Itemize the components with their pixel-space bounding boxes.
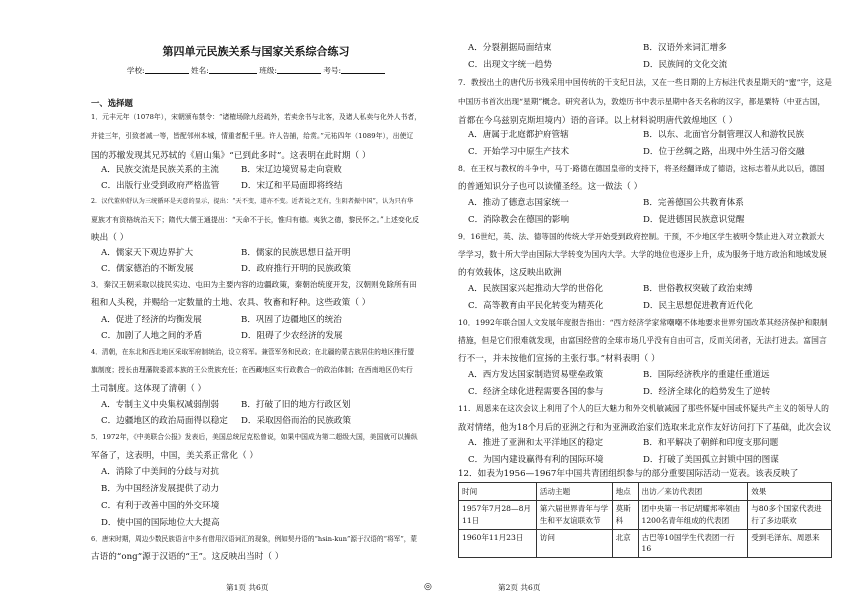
table-header-cell: 效果 <box>748 483 832 501</box>
q2-option-a[interactable]: A．儒家天下观边界扩大 <box>101 248 194 258</box>
question-text-line: 映出（ ） <box>91 233 129 243</box>
q3-option-d[interactable]: D．阻碍了少农经济的发展 <box>241 331 343 341</box>
table-cell: 北京 <box>612 529 638 558</box>
question-text-line: 2．汉代董仲舒认为三统循环是天意的显示，提出：“天不变，道亦不变。近者说之无有，生阴者振中国”，认为只有华 <box>91 198 414 205</box>
table-header-row <box>459 483 832 501</box>
question-text-line: 1．元丰元年（1078年），宋朝颁布禁令：“诸榷场除九经疏外，若卖余书与北客，及诸人私卖与化外人书者， <box>91 113 422 121</box>
table-cell: 古巴等10国学生代表团一行16 <box>638 529 748 558</box>
table-header-cell: 时间 <box>459 483 537 501</box>
q11-option-a[interactable]: A．推进了亚洲和太平洋地区的稳定 <box>468 438 604 448</box>
school-label: 学校: <box>126 66 145 75</box>
q3-option-b[interactable]: B．巩固了边疆地区的统治 <box>241 315 342 325</box>
exam-no-field[interactable] <box>341 65 385 74</box>
table-cell: 莫斯科 <box>612 501 638 530</box>
q8-option-c[interactable]: C．消除教会在德国的影响 <box>468 215 570 225</box>
name-label: 姓名: <box>191 66 209 75</box>
worksheet-title: 第四单元民族关系与国家关系综合练习 <box>162 45 350 58</box>
question-text-line: 8．在王权与教权的斗争中，马丁·路德在德国皇帝的支持下，将圣经翻译成了德语，这标志着从此以后，德国 <box>458 164 825 173</box>
q6-option-d[interactable]: D．民族间的文化交流 <box>643 60 728 70</box>
question-text-line: 首都在今乌兹别克斯坦境内）语的音译。以上材料说明唐代敦煌地区（ ） <box>458 116 738 126</box>
question-text-line: 措施，但是它们很难就发现，由富国经营的全球市场几乎没有自由可言，反而关闭者，无法打进去。富国言 <box>458 336 827 345</box>
section-heading: 一、选择题 <box>91 98 133 108</box>
table-header-cell: 活动主题 <box>536 483 612 501</box>
q7-option-d[interactable]: D．位于丝绸之路，出现中外生活习俗交融 <box>643 147 805 157</box>
q1-option-c[interactable]: C．出版行业受到政府严格监管 <box>101 181 220 191</box>
question-text-line: 3．秦汉王朝采取以拢民实边、屯田为主要内容的边疆政策，秦朝治统度开发，汉朝则免除所有田 <box>91 280 417 289</box>
class-field[interactable] <box>277 65 321 74</box>
table-cell: 访问 <box>536 529 612 558</box>
question-text-line: 国的苏辙发现其兄苏轼的《眉山集》“已到此多时”。这表明在此时期（ ） <box>91 151 371 161</box>
table-cell: 与80多个国家代表进行了多边联欢 <box>748 501 832 530</box>
q7-option-a[interactable]: A．唐属于北庭都护府管辖 <box>468 130 569 140</box>
question-text-line: 11．周恩来在这次会议上利用了个人的巨大魅力和外交机敏减园了那些怀疑中国或怀疑共产主义的领导人的 <box>458 404 829 413</box>
table-row <box>459 501 832 530</box>
table-cell: 1957年7月28—8月11日 <box>459 501 537 530</box>
q8-option-a[interactable]: A．推动了德意志国家统一 <box>468 198 569 208</box>
binding-mark-icon: ◎ <box>424 582 432 592</box>
question-text-line: 的有效载体，这反映出欧洲 <box>458 268 562 278</box>
activities-table <box>458 482 832 558</box>
q5-option-b[interactable]: B．为中国经济发展提供了动力 <box>101 484 220 494</box>
question-text-line: 敌对情绪，他为18个月后的亚洲之行和为亚洲政治家们选取来北京作友好访问打下了基础，此次会议 <box>458 422 832 432</box>
question-text-line: 古语的“ong”源于汉语的“王”。这反映出当时（ ） <box>91 552 284 562</box>
q11-option-c[interactable]: C．为国内建设赢得有利的国际环境 <box>468 455 604 465</box>
q11-option-d[interactable]: D．打破了美国孤立封锁中国的图谋 <box>643 455 779 465</box>
question-text-line: 夏族才有资格统治天下；隋代大儒王通提出：“天命不于长，惟归有德。夷狄之德，黎民怀之。”上述变化反 <box>91 216 420 224</box>
table-header-cell: 地点 <box>612 483 638 501</box>
left-column <box>91 0 421 608</box>
right-column <box>458 0 832 608</box>
q10-option-c[interactable]: C．经济全球化进程需要各国的参与 <box>468 387 604 397</box>
q10-option-a[interactable]: A．西方发达国家制造贸易壁垒政策 <box>468 370 604 380</box>
student-info-line <box>91 65 421 76</box>
table-cell: 1960年11月23日 <box>459 529 537 558</box>
question-text-line: 10．1992年联合国人文发展年度报告指出：“西方经济学家常嘲嘲不体地要求世界穷国改革其经济保护和限制 <box>458 318 828 327</box>
q6-option-c[interactable]: C．出现文字统一趋势 <box>468 60 552 70</box>
q4-option-a[interactable]: A．专制主义中央集权减弱削弱 <box>101 400 219 410</box>
q8-option-b[interactable]: B．完善德国公共教育体系 <box>643 198 744 208</box>
q2-option-d[interactable]: D．政府推行开明的民族政策 <box>241 264 352 274</box>
q1-option-b[interactable]: B．宋辽边境贸易走向衰败 <box>241 165 342 175</box>
exam-no-label: 考号: <box>323 66 342 75</box>
q9-option-d[interactable]: D．民主思想促进教育近代化 <box>643 301 754 311</box>
q9-option-a[interactable]: A．民族国家兴起推动大学的世俗化 <box>468 284 604 294</box>
question-text-line: 土司制度。这体现了清朝（ ） <box>91 384 207 394</box>
page-number-left: 第1页 共6页 <box>226 583 269 592</box>
q5-option-d[interactable]: D．使中国的国际地位大大提高 <box>101 518 220 528</box>
table-row <box>459 529 832 558</box>
question-text-line: 并徒三年，引致者减一等，皆配邻州本城，情重者配千里。许人告捕，给赏。”元祐四年（1089年），出使辽 <box>91 132 414 140</box>
q6-option-a[interactable]: A．分裂割据局面结束 <box>468 43 552 53</box>
name-field[interactable] <box>209 65 257 74</box>
question-text-line: 7．教授出土的唐代历书残采用中国传统的干支纪日法，又在一些日期的上方标注代表星期天的“蜜”字，这是 <box>458 78 833 87</box>
q4-option-c[interactable]: C．边疆地区的政治局面得以稳定 <box>101 416 228 426</box>
q11-option-b[interactable]: B．和平解决了朝鲜和印度支那问题 <box>643 438 779 448</box>
right-page <box>430 0 860 608</box>
question-text-line: 的普通知识分子也可以读懂圣经。这一做法（ ） <box>458 182 643 192</box>
table-cell: 第六届世界青年与学生和平友谊联欢节 <box>536 501 612 530</box>
table-cell: 团中央第一书记胡耀邦率领由1200名青年组成的代表团 <box>638 501 748 530</box>
question-text-line: 9．16世纪，英、法、德等国的传统大学开始受到政府控制。干预，不少地区学生被明令禁止进入对立教派大 <box>458 232 825 241</box>
q1-option-a[interactable]: A．民族交流是民族关系的主流 <box>101 165 219 175</box>
q3-option-c[interactable]: C．加剧了人地之间的矛盾 <box>101 331 203 341</box>
q4-option-d[interactable]: D．采取因俗而治的民族政策 <box>241 416 352 426</box>
question-text-line: 行不一，并未按他们宣扬的主张行事。”材料表明（ ） <box>458 354 660 364</box>
q4-option-b[interactable]: B．打破了旧的地方行政区划 <box>241 400 351 410</box>
q3-option-a[interactable]: A．促进了经济的均衡发展 <box>101 315 202 325</box>
class-label: 班级: <box>259 66 277 75</box>
question-text-line: 12．如表为1956—1967年中国共青团组织参与的部分重要国际活动一览表。该表反映了 <box>458 469 799 479</box>
q8-option-d[interactable]: D．促进德国民族意识觉醒 <box>643 215 745 225</box>
q2-option-b[interactable]: B．儒家的民族思想日益开明 <box>241 248 351 258</box>
question-text-line: 军备了，这表明，中国，美关系正常化（ ） <box>91 451 259 461</box>
school-field[interactable] <box>145 65 189 74</box>
q9-option-c[interactable]: C．高等教育由平民化转变为精英化 <box>468 301 604 311</box>
question-text-line: 旗制度；授长由理藩院委派本族的王公贵族充任；在西藏地区实行政教合一的政治体制；在西南地区仍实行 <box>91 366 413 374</box>
page-number-right: 第2页 共6页 <box>498 583 541 592</box>
question-text-line: 5．1972年，《中美联合公报》发表后，美国总统尼克松曾说，如果中国成为第二超级大国，美国就可以操纵 <box>91 433 418 441</box>
q10-option-d[interactable]: D．经济全球化的趋势发生了逆转 <box>643 387 771 397</box>
question-text-line: 学学习，数十所大学由国际大学转变为国内大学。大学的地位也逐步上升，成为服务于地方政治和地域发展 <box>458 250 827 259</box>
q2-option-c[interactable]: C．儒家德治的不断发展 <box>101 264 194 274</box>
question-text-line: 租和人头税，并赐给一定数量的土地、农具、牧畜和籽种。这些政策（ ） <box>91 298 371 308</box>
q7-option-b[interactable]: B．以东、北面官分制管理汉人和游牧民族 <box>643 130 805 140</box>
q1-option-d[interactable]: D．宋辽和平局面即将终结 <box>241 181 343 191</box>
question-text-line: 4．清朝，在东北和西北地区采取军府制统治，设立将军。兼管军务和民政；在北疆的蒙古族居住的地区推行盟 <box>91 348 415 356</box>
question-text-line: 6．唐宋时期，周边少数民族语言中多有借用汉语词汇的现象，例如契丹语的“hsin-kun”源于汉语的“将军”，蒙 <box>91 535 418 543</box>
q10-option-b[interactable]: B．国际经济秩序的重建任重道远 <box>643 370 770 380</box>
q7-option-c[interactable]: C．开始学习中原生产技术 <box>468 147 570 157</box>
question-text-line: 中国历书首次出现“星期”概念。研究者认为，敦煌历书中表示星期中各天名称的汉字，都是粟特（中亚古国， <box>458 97 826 106</box>
q5-option-c[interactable]: C．有利于改善中国的外交环境 <box>101 501 220 511</box>
table-cell: 受到毛泽东、周恩来 <box>748 529 832 558</box>
q6-option-b[interactable]: B．汉语外来词汇增多 <box>643 43 727 53</box>
q9-option-b[interactable]: B．世俗教权突破了政治束缚 <box>643 284 753 294</box>
table-header-cell: 出访／来访代表团 <box>638 483 748 501</box>
q5-option-a[interactable]: A．消除了中美间的分歧与对抗 <box>101 467 219 477</box>
